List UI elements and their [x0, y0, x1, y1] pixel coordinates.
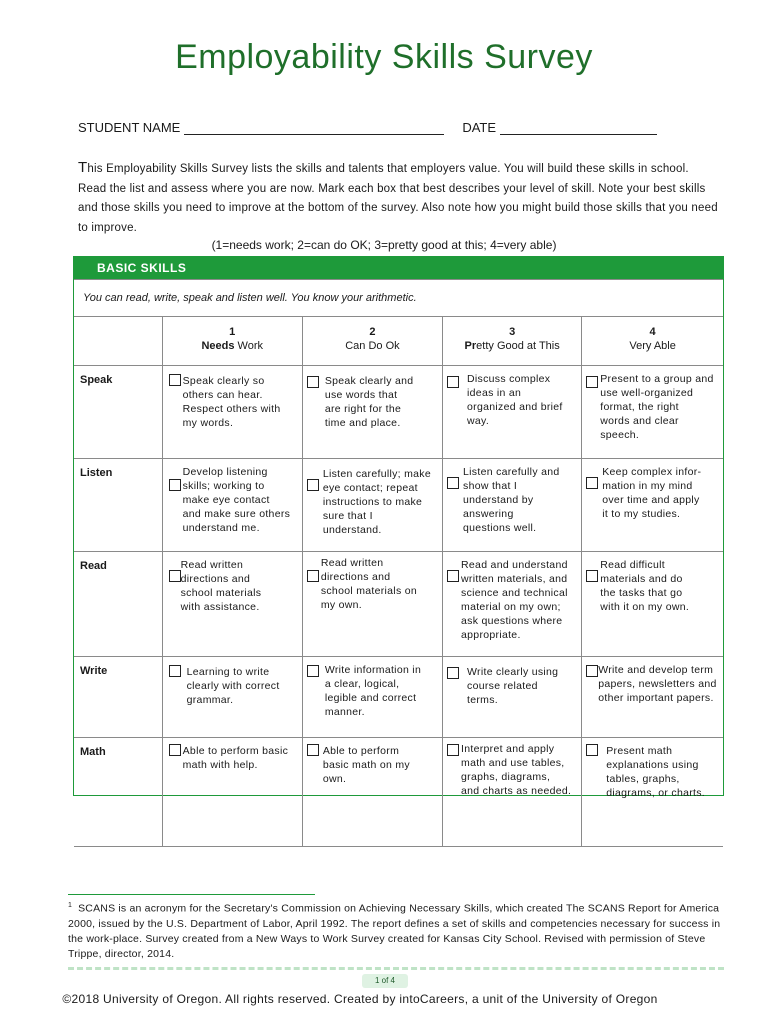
rating-checkbox[interactable] — [586, 744, 598, 756]
name-date-row — [78, 120, 698, 135]
rating-checkbox[interactable] — [586, 570, 598, 582]
skill-label: Write — [74, 657, 162, 738]
skill-level-cell — [162, 366, 302, 459]
skill-description: Write clearly using course related terms. — [467, 666, 559, 706]
rating-checkbox[interactable] — [307, 665, 319, 677]
level-header-row — [74, 317, 723, 366]
skill-row — [74, 738, 723, 847]
skill-description: Speak clearly so others can hear. Respect others with my words. — [182, 375, 281, 429]
skill-level-cell — [162, 738, 302, 847]
skill-description: Speak clearly and use words that are right for the time and place. — [324, 375, 414, 429]
footer-divider — [68, 967, 724, 970]
skill-description: Present to a group and use well-organized format, the right words and clear speech. — [600, 373, 714, 441]
skill-level-cell — [582, 366, 723, 459]
footnote-mark: 1 — [68, 902, 73, 909]
skill-level-cell — [582, 552, 723, 657]
skill-description: Listen carefully; make eye contact; repeat instructions to make sure that I understand. — [322, 468, 431, 536]
header-blank — [74, 317, 162, 366]
skill-row — [74, 657, 723, 738]
skill-description: Write and develop term papers, newsletters and other important papers. — [598, 664, 717, 704]
level-header: 1 Needs Work — [162, 317, 302, 366]
basic-skills-table — [73, 256, 724, 799]
skill-level-cell — [302, 366, 442, 459]
skill-level-cell — [302, 459, 442, 552]
student-name-field[interactable] — [184, 120, 444, 135]
intro-first-letter: T — [78, 159, 88, 176]
rating-checkbox[interactable] — [307, 376, 319, 388]
level-header: 4 Very Able — [582, 317, 723, 366]
skill-level-cell — [162, 657, 302, 738]
skill-label: Listen — [74, 459, 162, 552]
skill-level-cell — [582, 657, 723, 738]
rating-checkbox[interactable] — [447, 744, 459, 756]
skill-description: Read written directions and school materials on my own. — [320, 557, 417, 611]
footnote — [68, 898, 728, 962]
skill-description: Interpret and apply math and use tables, graphs, diagrams, and charts as needed. — [461, 743, 572, 797]
rating-checkbox[interactable] — [586, 376, 598, 388]
skill-level-cell — [302, 657, 442, 738]
skill-description: Learning to write clearly with correct grammar. — [186, 666, 280, 706]
rating-checkbox[interactable] — [447, 376, 459, 388]
skill-level-cell — [443, 738, 582, 847]
skill-row — [74, 459, 723, 552]
skill-level-cell — [302, 738, 442, 847]
skill-description: Listen carefully and show that I understand by answering questions well. — [463, 466, 560, 534]
skill-level-cell — [582, 738, 723, 847]
rating-checkbox[interactable] — [586, 477, 598, 489]
skill-label: Speak — [74, 366, 162, 459]
section-subtitle: You can read, write, speak and listen well. You know your arithmetic. — [74, 279, 723, 317]
skill-description: Read difficult materials and do the tasks that go with it on my own. — [600, 559, 690, 613]
skills-grid — [74, 317, 723, 847]
section-header: BASIC SKILLS — [74, 257, 723, 279]
date-label: DATE — [462, 120, 497, 135]
skill-label: Read — [74, 552, 162, 657]
skill-description: Keep complex infor- mation in my mind over time and apply it to my studies. — [602, 466, 702, 520]
rating-checkbox[interactable] — [169, 374, 181, 386]
skill-level-cell — [443, 552, 582, 657]
student-name-label: STUDENT NAME — [78, 120, 181, 135]
skill-description: Read written directions and school materials with assistance. — [180, 559, 262, 613]
date-field[interactable] — [500, 120, 657, 135]
rating-scale-note: (1=needs work; 2=can do OK; 3=pretty good at this; 4=very able) — [211, 238, 557, 252]
level-header: 2 Can Do Ok — [302, 317, 442, 366]
skill-row — [74, 552, 723, 657]
rating-checkbox[interactable] — [307, 744, 319, 756]
footnote-text: SCANS is an acronym for the Secretary's Commission on Achieving Necessary Skills, which created The SCANS Report for America 2000, issued by the U.S. Department of Labor, April 1992. The report defines a set of skills and competencies necessary for success in the work-place. Survey created from a New Ways to Work Survey created for Kansas City School. Revised with permission of Steve Trippe, director, 2014. — [68, 902, 721, 960]
skill-description: Able to perform basic math on my own. — [322, 745, 410, 785]
rating-checkbox[interactable] — [447, 570, 459, 582]
copyright-notice: ©2018 University of Oregon. All rights reserved. Created by intoCareers, a unit of the University of Oregon — [62, 992, 658, 1006]
skill-description: Present math explanations using tables, graphs, diagrams, or charts. — [606, 745, 706, 799]
skill-level-cell — [302, 552, 442, 657]
intro-text: his Employability Skills Survey lists the skills and talents that employers value. You will build these skills in school. Read the list and assess where you are now. Mark each box that best describes your level of skill. Note your best skills and those skills you need to improve at the bottom of the survey. Also note how you might build those skills that you need to improve. — [78, 163, 718, 234]
page-title: Employability Skills Survey — [175, 38, 593, 76]
skill-level-cell — [443, 366, 582, 459]
footnote-rule — [68, 894, 315, 895]
skill-row — [74, 366, 723, 459]
skill-level-cell — [582, 459, 723, 552]
rating-checkbox[interactable] — [169, 570, 181, 582]
skill-description: Discuss complex ideas in an organized and brief way. — [467, 373, 563, 427]
skill-level-cell — [162, 459, 302, 552]
rating-checkbox[interactable] — [169, 665, 181, 677]
rating-checkbox[interactable] — [169, 744, 181, 756]
rating-checkbox[interactable] — [307, 479, 319, 491]
page-indicator: 1 of 4 — [362, 974, 408, 988]
rating-checkbox[interactable] — [586, 665, 598, 677]
skill-level-cell — [443, 459, 582, 552]
skill-level-cell — [443, 657, 582, 738]
skill-level-cell — [162, 552, 302, 657]
skill-description: Able to perform basic math with help. — [182, 745, 289, 771]
intro-paragraph — [78, 158, 718, 238]
rating-checkbox[interactable] — [447, 477, 459, 489]
skill-label: Math — [74, 738, 162, 847]
rating-checkbox[interactable] — [447, 667, 459, 679]
rating-checkbox[interactable] — [307, 570, 319, 582]
rating-checkbox[interactable] — [169, 479, 181, 491]
skill-description: Read and understand written materials, and science and technical material on my own; ask questions where appropriate. — [461, 559, 568, 641]
level-header: 3 Pretty Good at This — [443, 317, 582, 366]
skill-description: Develop listening skills; working to make eye contact and make sure others understand me. — [182, 466, 291, 534]
skill-description: Write information in a clear, logical, legible and correct manner. — [324, 664, 422, 718]
